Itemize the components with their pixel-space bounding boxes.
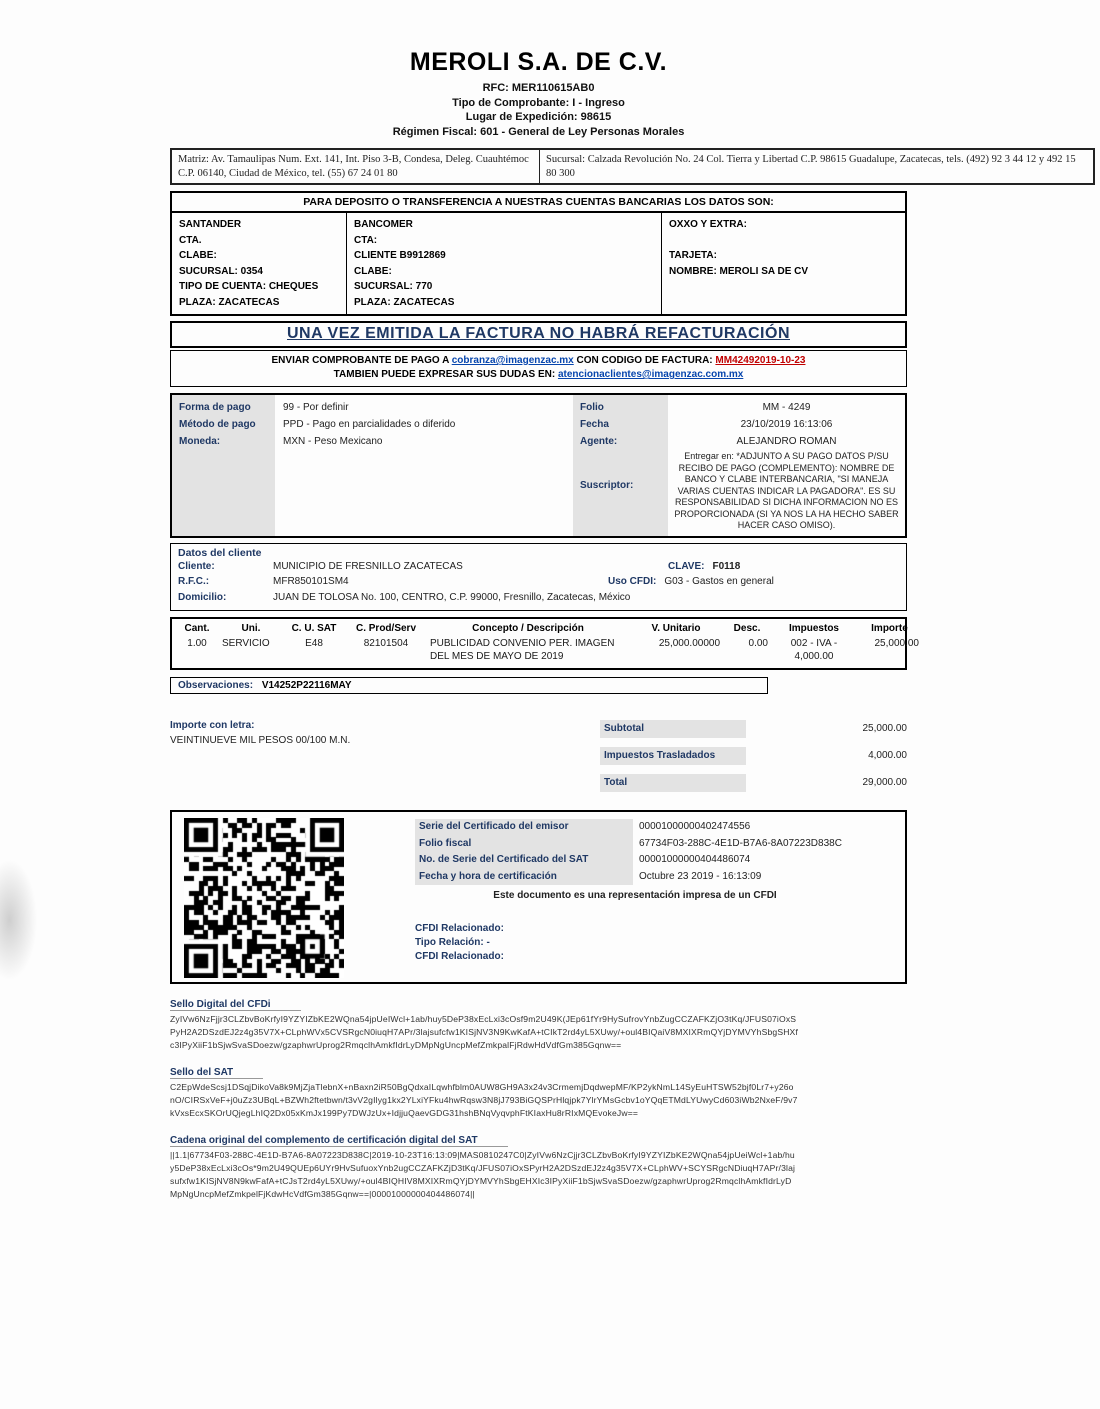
item-row <box>176 636 919 664</box>
bank-bancomer: BANCOMER CTA: CLIENTE B9912869 CLABE: SUCURSAL: 770 PLAZA: ZACATECAS <box>347 213 662 314</box>
total-label: Total <box>600 774 746 792</box>
cliente-value: MUNICIPIO DE FRESNILLO ZACATECAS <box>273 560 463 572</box>
impuestos-value: 4,000.00 <box>868 750 907 761</box>
cfdi-relacionado-2: CFDI Relacionado: <box>415 951 504 962</box>
client-rfc-label: R.F.C.: <box>178 576 210 587</box>
item-impuestos: 002 - IVA - 4,000.00 <box>790 638 838 662</box>
matriz-address: Matriz: Av. Tamaulipas Num. Ext. 141, Int. Piso 3-B, Condesa, Deleg. Cuauhtémoc C.P. 06140, Ciudad de México, tel. (55) 67 24 01 80 <box>172 150 540 183</box>
cadena-original-section <box>170 1130 907 1201</box>
cfdi-printed-note: Este documento es una representación impresa de un CFDI <box>493 890 777 901</box>
moneda-label: Moneda: <box>179 436 221 447</box>
bank-santander: SANTANDER CTA. CLABE: SUCURSAL: 0354 TIPO DE CUENTA: CHEQUES PLAZA: ZACATECAS <box>172 213 347 314</box>
item-cprodserv: 82101504 <box>363 638 409 649</box>
observaciones-value: V14252P22116MAY <box>261 680 352 691</box>
clave-value: F0118 <box>712 560 741 572</box>
send-prefix: ENVIAR COMPROBANTE DE PAGO A <box>271 355 449 366</box>
observaciones-box <box>170 677 768 694</box>
sello-sat-text: C2EpWdeScsj1DSqjDikoVa8k9MjZjaTlebnX+nBaxn2iR50BgQdxaILqwhfblm0AUW8GH9A3x24v3CrmemjDqdwepMF/KP2ykNmL14SyEuHTSW52bjf0Lr7+y26onO/CIRSxVeF+j0uZz3UBqL+BZWh2ftetbwn/t3vV2gIlyg1kx2YLxiYFku4hwRqsw3N8jJ793BiGQSPrHlqjpk7YlrYMsGcbv1oYQqETMdLYUwyCd603iWb2NxeF/9v7kVxsEcxSKOrUQjegLhIQ2Dx05xKmJx199Py7DWJzUx+IdjjuQaevGDG31hshBNqVyqvphFtKIaxHu8rRIxMQEvokeJw== <box>170 1082 798 1118</box>
payment-info-box <box>170 393 907 538</box>
bank-name: OXXO Y EXTRA: <box>669 219 747 230</box>
importe-letra-value: VEINTINUEVE MIL PESOS 00/100 M.N. <box>170 735 351 746</box>
total-row <box>600 774 907 792</box>
totals-block <box>600 720 907 801</box>
amount-in-words <box>170 718 600 801</box>
payment-labels <box>172 395 275 536</box>
serie-emisor-label: Serie del Certificado del emisor <box>415 819 633 836</box>
invoice-code-link[interactable]: MM42492019-10-23 <box>715 355 806 366</box>
importe-letra-label: Importe con letra: <box>170 720 255 731</box>
folio-labels <box>573 395 668 536</box>
sello-sat-section <box>170 1062 907 1120</box>
uso-cfdi-value: G03 - Gastos en general <box>664 576 774 587</box>
atencion-email-link[interactable]: atencionaclientes@imagenzac.com.mx <box>557 369 744 380</box>
item-cant: 1.00 <box>187 638 207 649</box>
observaciones-label: Observaciones: <box>178 680 254 691</box>
item-cusat: E48 <box>305 638 323 649</box>
cliente-label: Cliente: <box>178 560 215 572</box>
item-desc: 0.00 <box>748 638 768 649</box>
cfdi-related-block <box>415 922 504 964</box>
forma-pago-label: Forma de pago <box>179 402 251 413</box>
expedition-place: Lugar de Expedición: 98615 <box>465 111 612 123</box>
subtotal-row <box>600 720 907 738</box>
domicilio-label: Domicilio: <box>178 591 227 603</box>
fecha-cert-value: Octubre 23 2019 - 16:13:09 <box>639 870 762 882</box>
metodo-pago-value: PPD - Pago en parcialidades o diferido <box>283 419 456 430</box>
subtotal-value: 25,000.00 <box>862 723 907 734</box>
company-name: MEROLI S.A. DE C.V. <box>409 48 668 76</box>
serie-sat-label: No. de Serie del Certificado del SAT <box>415 852 633 869</box>
bank-name: SANTANDER <box>179 219 242 230</box>
bank-name: BANCOMER <box>354 219 413 230</box>
certificate-fields <box>415 819 879 885</box>
metodo-pago-label: Método de pago <box>179 419 256 430</box>
sello-cfdi-section <box>170 994 907 1052</box>
folio-label: Folio <box>580 402 604 413</box>
item-concepto: PUBLICIDAD CONVENIO PER. IMAGEN DEL MES DE MAYO DE 2019 <box>430 638 615 662</box>
uso-cfdi-label: Uso CFDI: <box>608 576 657 587</box>
serie-sat-value: 00001000000404486074 <box>639 854 751 865</box>
forma-pago-value: 99 - Por definir <box>283 402 349 413</box>
send-mid: CON CODIGO DE FACTURA: <box>576 355 713 366</box>
item-vunitario: 25,000.00000 <box>658 638 720 649</box>
bank-accounts <box>170 211 907 316</box>
impuestos-row <box>600 747 907 765</box>
addresses-row <box>170 148 1095 185</box>
serie-emisor-value: 00001000000402474556 <box>639 821 751 832</box>
cobranza-email-link[interactable]: cobranza@imagenzac.mx <box>451 355 574 366</box>
scan-smudge <box>0 860 37 980</box>
qr-code <box>184 818 344 978</box>
entregar-note: Entregar en: *ADJUNTO A SU PAGO DATOS P/SU RECIBO DE PAGO (COMPLEMENTO): NOMBRE DE BANCO Y CLABE INTERBANCARIA, "SI MANEJA VARIAS CUENTAS INDICAR LA PAGADORA". ES SU RESPONSABILIDAD SI DICHA INFORMACION NO ES PROPORCIONADA (SI YA NOS LA HA HECHO SABER HACER CASO OMISO). <box>674 451 899 530</box>
certificate-box <box>170 810 907 984</box>
client-data-box <box>170 543 907 612</box>
bank-oxxo: OXXO Y EXTRA: TARJETA: NOMBRE: MEROLI SA DE CV <box>662 213 905 314</box>
cadena-original-text: ||1.1|67734F03-288C-4E1D-B7A6-8A07223D838C|2019-10-23T16:13:09|MAS0810247C0|ZyIVw6NzCjjr3CLZbvBoKrfyI9YZYIZbKE2WQna54jpUeiWcl+1ab/huy5DeP38xEcLxi3cOs*9m2U49QUEp6UYr9HvSufuoxYnb2ugCCZAFKZjD3tKq/JFUS07iOxSPyrH2A2DSzdEJ2z4g35V7X+CLphWV+SCYSRgcNDiuqH7APr/3lajsufxfw1KISjNV8N9kwFafA+tCJsT2rd4yL5XUwy/+oul4BIQHIV8MXIXRmQYjDYMVYhSbgEHXIc3IPyXiiF1bSjwSvaSDoezw/gzaphwrUprog2RmqclhAmkfIdrLyDMpNgUncpMefZmkpelFjKdwHcVdfGm385Gqnw==|00001000000404486074|| <box>170 1150 796 1199</box>
sello-cfdi-text: ZyIVw6NzFjjr3CLZbvBoKrfyI9YZYIZbKE2WQna54jpUeIWcl+1ab/huy5DeP38xEcLxi3cOsf9m2U49K(JEp61fYr9HySufrovYnbZugCCZAFKZjO3tKq/JFUS07iOxSPyH2A2DSzdEJ2z4g35V7X+CLphWVx5CVSRgcN0iuqH7APr/3lajsufcfw1KISjNV3N9KwKafA+tCIkT2rd4yL5XUwy/+oul4BIQaiV8MXIXRmQYjDYMVYhSbgSHXfc3IPyXiiF1bSjwSvaSDoezw/gzaphwrUprog2RmqclhAmkfIdrLyDMpNgUncpMefZmkpalFjRdwHdVdfGm385Gqnw== <box>170 1014 798 1050</box>
total-value: 29,000.00 <box>862 777 907 788</box>
folio-fiscal-label: Folio fiscal <box>415 836 633 853</box>
sello-sat-title: Sello del SAT <box>170 1067 263 1079</box>
moneda-value: MXN - Peso Mexicano <box>283 436 383 447</box>
impuestos-label: Impuestos Trasladados <box>600 747 746 765</box>
company-rfc: RFC: MER110615AB0 <box>482 82 595 94</box>
client-rfc-value: MFR850101SM4 <box>273 576 349 587</box>
no-refacturacion-banner: UNA VEZ EMITIDA LA FACTURA NO HABRÁ REFACTURACIÓN <box>170 321 907 348</box>
domicilio-value: JUAN DE TOLOSA No. 100, CENTRO, C.P. 99000, Fresnillo, Zacatecas, México <box>273 591 631 603</box>
doubts-prefix: TAMBIEN PUEDE EXPRESAR SUS DUDAS EN: <box>333 369 556 380</box>
items-header-row: Cant. Uni. C. U. SAT C. Prod/Serv Concepto / Descripción V. Unitario Desc. Impuestos Importe <box>184 623 908 634</box>
items-table <box>170 617 919 670</box>
comprobante-type: Tipo de Comprobante: I - Ingreso <box>452 96 625 109</box>
folio-value: MM - 4249 <box>762 402 811 413</box>
folio-fiscal-value: 67734F03-288C-4E1D-B7A6-8A07223D838C <box>639 837 842 849</box>
cfdi-relacionado-1: CFDI Relacionado: <box>415 923 504 934</box>
clave-label: CLAVE: <box>668 560 705 572</box>
payment-instructions <box>170 350 907 387</box>
payment-values <box>275 395 573 536</box>
tipo-relacion: Tipo Relación: - <box>415 937 490 948</box>
fiscal-regime: Régimen Fiscal: 601 - General de Ley Personas Morales <box>392 125 685 138</box>
deposit-banner: PARA DEPOSITO O TRANSFERENCIA A NUESTRAS CUENTAS BANCARIAS LOS DATOS SON: <box>170 191 907 211</box>
fecha-label: Fecha <box>580 419 609 430</box>
agente-value: ALEJANDRO ROMAN <box>736 436 837 447</box>
sucursal-address: Sucursal: Calzada Revolución No. 24 Col. Tierra y Libertad C.P. 98615 Guadalupe, Zacatecas, tels. (492) 92 3 44 12 y 492 15 80 300 <box>546 154 1076 179</box>
fecha-cert-label: Fecha y hora de certificación <box>415 869 633 886</box>
invoice-document <box>170 48 1076 1201</box>
cadena-original-title: Cadena original del complemento de certificación digital del SAT <box>170 1135 508 1147</box>
suscriptor-label: Suscriptor: <box>580 480 634 491</box>
fecha-value: 23/10/2019 16:13:06 <box>740 419 833 430</box>
amounts-section <box>170 718 907 801</box>
client-section-title: Datos del cliente <box>178 546 262 559</box>
sello-cfdi-title: Sello Digital del CFDi <box>170 999 301 1011</box>
folio-values <box>668 395 905 536</box>
agente-label: Agente: <box>580 436 618 447</box>
item-importe: 25,000.00 <box>874 638 919 649</box>
document-header <box>170 48 907 139</box>
item-uni: SERVICIO <box>222 638 270 649</box>
subtotal-label: Subtotal <box>600 720 746 738</box>
